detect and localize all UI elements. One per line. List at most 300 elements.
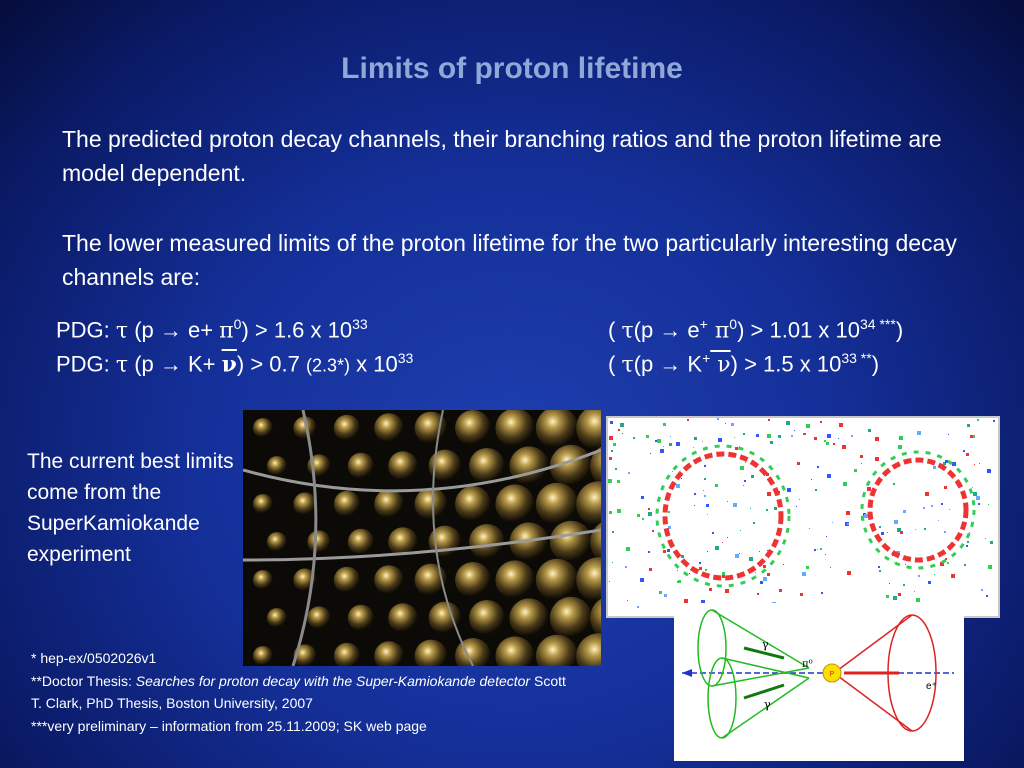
kaon-charge: +	[702, 350, 711, 366]
hit-mark	[972, 487, 973, 488]
hit-mark	[618, 429, 620, 431]
hit-mark	[750, 508, 751, 509]
hit-mark	[778, 435, 781, 438]
hit-mark	[973, 492, 977, 496]
hit-mark	[677, 581, 679, 583]
hit-mark	[827, 434, 831, 438]
hit-mark	[967, 541, 969, 543]
hit-mark	[731, 423, 734, 426]
hit-mark	[898, 445, 902, 449]
hit-mark	[948, 434, 949, 435]
hit-mark	[734, 437, 735, 438]
pmt-tube	[550, 521, 592, 563]
hit-mark	[722, 542, 723, 543]
hit-mark	[886, 595, 889, 598]
hit-mark	[755, 572, 756, 573]
proton-label: P	[829, 671, 835, 678]
hit-mark	[753, 522, 755, 524]
sk-limit-k-nu	[608, 350, 879, 377]
pmt-tube	[334, 415, 360, 441]
superkamiokande-caption: The current best limits come from the SuperKamiokande experiment	[27, 450, 234, 566]
hit-mark	[838, 438, 839, 439]
detector-photo-art	[243, 410, 601, 666]
hit-mark	[751, 475, 754, 478]
hit-mark	[664, 594, 667, 597]
hit-mark	[774, 507, 777, 510]
pi-charge: 0	[729, 316, 738, 332]
hit-mark	[981, 589, 983, 591]
reference-3: ***very preliminary – information from 25.11.2009; SK web page	[31, 717, 427, 734]
hit-mark	[642, 518, 644, 520]
pmt-tube	[469, 524, 505, 560]
hit-mark	[649, 568, 652, 571]
hit-mark	[712, 532, 714, 534]
hit-mark	[707, 551, 708, 552]
hit-mark	[756, 434, 759, 437]
pmt-tube	[509, 446, 548, 485]
hit-mark	[917, 431, 921, 435]
hit-mark	[718, 438, 722, 442]
eq-open: (	[608, 317, 622, 343]
hit-mark	[702, 441, 703, 442]
eq-prefix: PDG:	[56, 317, 116, 343]
reference-1: * hep-ex/0502026v1	[31, 650, 157, 666]
hit-mark	[740, 466, 744, 470]
hit-mark	[609, 511, 612, 514]
pmt-tube	[293, 492, 316, 515]
pdg-limit-e-pi0	[56, 316, 368, 343]
pmt-tube	[388, 603, 418, 633]
decay-diagram	[674, 603, 964, 761]
hit-mark	[626, 547, 630, 551]
eq-close: )	[871, 351, 880, 377]
eq-prefix: PDG:	[56, 351, 116, 377]
hit-mark	[672, 471, 673, 472]
tau-symbol: τ	[621, 352, 634, 378]
hit-mark	[699, 567, 702, 570]
hit-mark	[609, 457, 612, 460]
pmt-tube	[536, 483, 578, 525]
hit-mark	[766, 509, 768, 511]
reference-2	[31, 670, 571, 715]
tau-symbol: τ	[115, 352, 129, 378]
gamma-arrow-2	[744, 685, 784, 698]
hit-mark	[609, 581, 610, 582]
hit-mark	[985, 538, 986, 539]
hit-mark	[974, 464, 975, 465]
hit-mark	[659, 591, 662, 594]
hit-mark	[694, 505, 695, 506]
hit-mark	[977, 419, 979, 421]
eq-reaction: (p → K+	[128, 351, 222, 377]
pmt-tube	[348, 605, 374, 631]
hit-mark	[727, 537, 728, 538]
hit-mark	[648, 551, 650, 553]
hit-mark	[825, 554, 826, 555]
hit-mark	[676, 442, 680, 446]
hit-mark	[814, 549, 816, 551]
intro-paragraph: The predicted proton decay channels, their branching ratios and the proton lifetime are model dependent.	[62, 126, 942, 186]
hit-mark	[966, 545, 968, 547]
pi0-label: π⁰	[802, 659, 813, 670]
pmt-tube	[455, 410, 491, 446]
hit-mark	[787, 488, 791, 492]
hit-mark	[705, 569, 707, 571]
hit-mark	[611, 450, 613, 452]
hit-mark	[613, 443, 616, 446]
hit-mark	[610, 421, 613, 424]
pmt-tube	[253, 418, 273, 438]
hit-mark	[722, 575, 725, 578]
eq-limit: ) > 0.7	[236, 351, 306, 377]
antineutrino-symbol: ν	[710, 352, 731, 378]
hit-mark	[903, 584, 905, 586]
pmt-tube	[267, 456, 287, 476]
hit-mark	[923, 507, 925, 509]
hit-mark	[767, 492, 771, 496]
hit-mark	[770, 441, 773, 444]
hit-mark	[608, 479, 612, 483]
hit-mark	[868, 429, 871, 432]
eq-open: (	[608, 351, 622, 377]
hit-mark	[609, 436, 613, 440]
hit-mark	[725, 589, 729, 593]
hit-mark	[739, 553, 740, 554]
hit-mark	[648, 512, 652, 516]
pmt-tube	[267, 532, 287, 552]
decay-diagram-art	[674, 603, 964, 761]
hit-mark	[660, 449, 664, 453]
hit-mark	[733, 503, 737, 507]
hit-mark	[875, 437, 879, 441]
hit-mark	[993, 420, 995, 422]
pmt-tube	[455, 486, 491, 522]
hit-mark	[867, 487, 871, 491]
hit-mark	[694, 437, 697, 440]
hit-mark	[949, 509, 950, 510]
reference-2-suffix: Scott T. Clark, PhD Thesis, Boston University, 2007	[31, 672, 566, 711]
pmt-tube	[495, 410, 534, 448]
hit-mark	[699, 562, 701, 564]
hit-mark	[760, 581, 763, 584]
hit-mark	[988, 504, 989, 505]
hit-mark	[934, 574, 935, 575]
hit-mark	[826, 442, 829, 445]
hit-mark	[826, 536, 827, 537]
hit-mark	[687, 419, 689, 421]
hit-mark	[663, 423, 666, 426]
hit-mark	[832, 522, 833, 523]
hit-mark	[817, 549, 818, 550]
hit-mark	[704, 495, 706, 497]
hit-mark	[860, 455, 863, 458]
hit-mark	[612, 562, 613, 563]
hit-mark	[794, 430, 795, 431]
hit-mark	[797, 462, 800, 465]
hit-mark	[799, 499, 800, 500]
hit-mark	[743, 485, 744, 486]
hit-mark	[768, 419, 770, 421]
hit-mark	[669, 443, 672, 446]
hit-mark	[976, 496, 980, 500]
hit-mark	[988, 565, 992, 569]
hit-mark	[617, 509, 621, 513]
hit-mark	[709, 588, 712, 591]
hit-mark	[814, 437, 817, 440]
detector-photo	[243, 410, 601, 666]
hit-mark	[722, 572, 725, 575]
hit-mark	[791, 435, 793, 437]
hit-mark	[650, 453, 651, 454]
hit-mark	[915, 529, 916, 530]
positron-label: e⁺	[926, 681, 937, 692]
hit-mark	[800, 593, 803, 596]
hit-mark	[717, 418, 719, 420]
hit-mark	[969, 532, 970, 533]
pmt-tube	[495, 560, 534, 599]
hit-mark	[905, 564, 906, 565]
eq-multiplier: x 10	[350, 351, 398, 377]
hit-mark	[894, 520, 898, 524]
hit-mark	[878, 566, 880, 568]
hit-mark	[622, 433, 623, 434]
pmt-tube	[415, 488, 448, 521]
hit-mark	[744, 480, 746, 482]
hit-mark	[847, 571, 851, 575]
hit-mark	[652, 530, 654, 532]
hit-mark	[839, 423, 843, 427]
hit-mark	[802, 572, 806, 576]
hit-mark	[779, 589, 782, 592]
hit-mark	[830, 567, 831, 568]
pmt-tube	[348, 529, 374, 555]
hit-mark	[900, 531, 903, 534]
hit-mark	[903, 510, 906, 513]
hit-mark	[945, 460, 948, 463]
hit-mark	[817, 466, 819, 468]
hit-mark	[676, 484, 680, 488]
hit-mark	[617, 480, 620, 483]
hit-mark	[735, 554, 739, 558]
hit-mark	[875, 457, 879, 461]
hit-mark	[820, 548, 822, 550]
eq-exponent: 33	[352, 316, 368, 332]
hit-mark	[924, 528, 926, 530]
hit-mark	[966, 453, 969, 456]
hit-mark	[987, 469, 991, 473]
hit-mark	[879, 526, 881, 528]
hit-mark	[745, 462, 746, 463]
pmt-tube	[469, 600, 505, 636]
hit-mark	[640, 578, 644, 582]
eq-exponent: 33	[397, 350, 414, 366]
pmt-tube	[374, 413, 404, 443]
gamma-label-1: γ	[762, 638, 769, 651]
hit-mark	[824, 440, 826, 442]
hit-mark	[615, 468, 617, 470]
hit-mark	[804, 433, 806, 435]
hit-mark	[986, 595, 988, 597]
hit-mark	[648, 508, 650, 510]
hit-mark	[796, 506, 797, 507]
hit-mark	[715, 484, 718, 487]
hit-mark	[641, 496, 644, 499]
hit-mark	[843, 482, 847, 486]
hit-mark	[657, 439, 661, 443]
eq-reaction: (p → e+	[128, 317, 220, 343]
pi-symbol: π	[219, 318, 234, 344]
eq-reaction: (p → K	[633, 351, 703, 377]
hit-mark	[889, 583, 890, 584]
references	[31, 647, 571, 737]
hit-mark	[715, 546, 719, 550]
hit-mark	[806, 424, 810, 428]
hit-mark	[925, 492, 929, 496]
hit-mark	[725, 423, 726, 424]
positron-charge: +	[699, 316, 708, 332]
hit-mark	[944, 486, 947, 489]
reference-2-prefix: **Doctor Thesis:	[31, 672, 136, 689]
hit-mark	[704, 465, 706, 467]
pmt-tube	[509, 598, 548, 637]
slide-title: Limits of proton lifetime	[341, 52, 683, 85]
pmt-tube	[348, 453, 374, 479]
hit-mark	[941, 503, 943, 505]
hit-mark	[893, 596, 897, 600]
hit-mark	[670, 436, 671, 437]
hit-mark	[881, 532, 884, 535]
hit-mark	[612, 531, 614, 533]
hit-mark	[668, 511, 670, 513]
hit-mark	[978, 503, 980, 505]
hit-mark	[842, 445, 846, 449]
pmt-tube	[374, 565, 404, 595]
hit-mark	[703, 490, 704, 491]
hit-mark	[663, 550, 666, 553]
pmt-tube	[253, 570, 273, 590]
pmt-tube	[334, 491, 360, 517]
hit-mark	[879, 570, 881, 572]
pi-charge: 0	[233, 316, 242, 332]
hit-mark	[815, 489, 817, 491]
hit-mark	[847, 523, 849, 525]
eq-alt-value: (2.3*)	[305, 355, 350, 376]
hit-mark	[689, 573, 690, 574]
hit-mark	[637, 514, 640, 517]
hit-mark	[677, 570, 678, 571]
hit-mark	[833, 443, 835, 445]
eq-limit: ) > 1.5 x 10	[730, 351, 842, 377]
eq-close: )	[895, 317, 904, 343]
hit-mark	[887, 532, 888, 533]
hit-mark	[759, 551, 760, 552]
hit-mark	[735, 447, 738, 450]
hit-mark	[820, 421, 822, 423]
hit-mark	[763, 565, 766, 568]
hit-mark	[743, 433, 745, 435]
hit-mark	[767, 550, 768, 551]
pmt-tube	[388, 451, 418, 481]
hit-mark	[625, 566, 627, 568]
hit-mark	[990, 541, 993, 544]
hit-mark	[811, 479, 812, 480]
hit-mark	[757, 593, 759, 595]
hit-mark	[786, 421, 790, 425]
hit-mark	[806, 566, 809, 569]
hit-mark	[914, 591, 915, 592]
hit-mark	[663, 446, 664, 447]
hit-mark	[933, 466, 936, 469]
hit-mark	[620, 423, 624, 427]
hit-mark	[967, 424, 970, 427]
hit-mark	[894, 562, 895, 563]
pmt-tube	[253, 494, 273, 514]
eq-limit: ) > 1.6 x 10	[241, 317, 353, 343]
hit-mark	[938, 520, 939, 521]
hit-mark	[898, 593, 901, 596]
hit-mark	[783, 564, 784, 565]
axis-arrow-icon	[682, 669, 692, 677]
pmt-tube	[536, 559, 578, 601]
hit-mark	[970, 435, 973, 438]
pmt-tube	[307, 606, 330, 629]
hit-mark	[627, 600, 628, 601]
hit-mark	[931, 505, 933, 507]
pmt-tube	[374, 489, 404, 519]
hit-mark	[727, 501, 728, 502]
hit-mark	[681, 478, 682, 479]
hit-mark	[947, 562, 949, 564]
hit-mark	[951, 574, 955, 578]
hit-mark	[763, 577, 767, 581]
hit-mark	[637, 606, 639, 608]
hit-mark	[928, 581, 931, 584]
hit-mark	[749, 557, 753, 561]
gamma-cones	[698, 610, 809, 738]
pmt-tube	[550, 597, 592, 639]
sk-limit-e-pi0	[608, 316, 903, 343]
pmt-tube	[267, 608, 287, 628]
hit-mark	[681, 555, 684, 558]
hit-mark	[707, 514, 708, 515]
hit-mark	[964, 564, 966, 566]
eq-limit: ) > 1.01 x 10	[737, 317, 861, 343]
gamma-label-2: γ	[764, 698, 771, 711]
tau-symbol: τ	[115, 318, 129, 344]
hit-mark	[899, 438, 900, 439]
hit-mark	[861, 463, 862, 464]
hit-mark	[704, 478, 706, 480]
eq-exponent: 33 **	[841, 350, 872, 366]
hit-mark	[979, 463, 980, 464]
pmt-tube	[495, 484, 534, 523]
hit-mark	[740, 530, 741, 531]
event-display	[606, 416, 1000, 618]
antineutrino-symbol: $\overline{\nu}$	[221, 351, 237, 378]
pmt-tube	[307, 530, 330, 553]
eq-reaction: (p → e	[633, 317, 700, 343]
hit-mark	[693, 447, 694, 448]
hit-mark	[655, 440, 657, 442]
hit-mark	[767, 434, 771, 438]
pdg-limit-k-nu	[56, 350, 413, 377]
hit-mark	[846, 511, 850, 515]
decay-channels-paragraph: The lower measured limits of the proton lifetime for the two particularly interesting decay channels are:	[62, 230, 957, 290]
hit-mark	[633, 437, 635, 439]
reference-2-title: Searches for proton decay with the Super-Kamiokande detector	[135, 672, 531, 689]
hit-mark	[944, 531, 946, 533]
hit-mark	[893, 483, 895, 485]
